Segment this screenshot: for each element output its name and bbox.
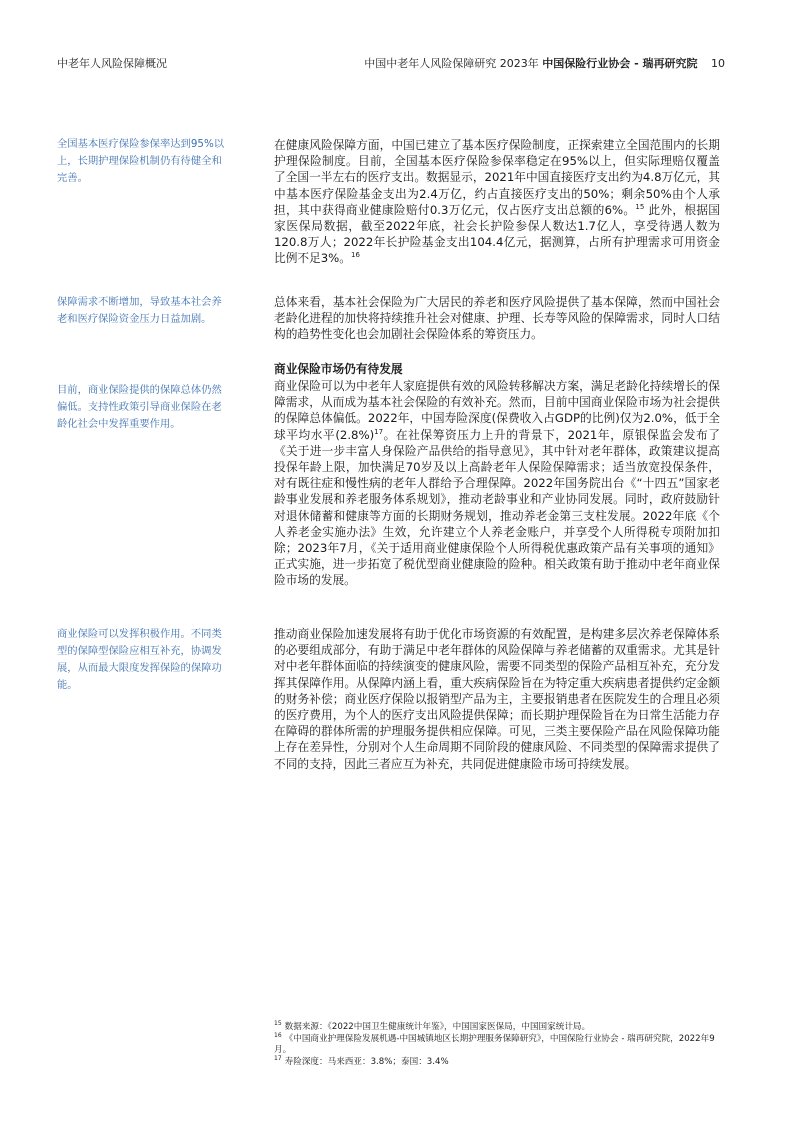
sidebar-note-1: 全国基本医疗保险参保率达到95%以上，长期护理保险机制仍有待健全和完善。 [57, 138, 225, 184]
publisher: 中国保险行业协会 - 瑞再研究院 [542, 57, 698, 70]
footnote-number: 15 [274, 1020, 282, 1028]
paragraph-1 [274, 137, 720, 267]
footnote-number: 17 [274, 1054, 282, 1062]
paragraph-3-text-a: 商业保险可以为中老年人家庭提供有效的风险转移解决方案，满足老龄化持续增长的保障需求，从而成为基本社会保险的有效补充。然而，目前中国商业保险市场为社会提供的保障总体偏低。2022年，中国寿险深度(保费收入占GDP的比例)仅为2.0%，低于全球平均水平(2.8%) [274, 379, 720, 442]
footnote-ref-15[interactable]: 15 [635, 202, 645, 211]
footnote-text: 《中国商业护理保险发展机遇-中国城镇地区长期护理服务保障研究》，中国保险行业协会 - 瑞再研究院，2022年9月。 [274, 1033, 715, 1055]
paragraph-3 [274, 378, 720, 589]
sidebar-note-4: 商业保险可以发挥积极作用。不同类型的保障型保险应相互补充，协调发展，从而最大限度发挥保险的保障功能。 [57, 628, 222, 691]
sidebar-note-2: 保障需求不断增加，导致基本社会养老和医疗保险资金压力日益加剧。 [57, 296, 222, 325]
paragraph-1-text-b: 此外，根据国家医保局数据，截至2022年底，社会长护险参保人数达1.7亿人，享受待遇人数为120.8万人；2022年长护险基金支出104.4亿元，据测算，占所有护理需求可用资金比例不足3%。 [274, 202, 720, 266]
footnote-15 [274, 1022, 720, 1034]
section-subheading: 商业保险市场仍有待发展 [274, 362, 403, 376]
footnote-ref-17[interactable]: 17 [374, 427, 384, 436]
paragraph-4: 推动商业保险加速发展将有助于优化市场资源的有效配置，是构建多层次养老保障体系的必要组成部分，有助于满足中老年群体的风险保障与养老储蓄的双重需求。尤其是针对中老年群体面临的持续演变的健康风险，需要不同类型的保险产品相互补充，充分发挥其保障作用。从保障内涵上看，重大疾病保险旨在为特定重大疾病患者提供约定金额的财务补偿；商业医疗保险以报销型产品为主，主要报销患者在医院发生的合理且必须的医疗费用，为个人的医疗支出风险提供保障；而长期护理保险旨在为日常生活能力存在障碍的群体所需的护理服务提供相应保障。可见，三类主要保险产品在风险保障功能上存在差异性，分别对个人生命周期不同阶段的健康风险、不同类型的保障需求提供了不同的支持，因此三者应互为补充，共同促进健康险市场可持续发展。 [274, 627, 720, 771]
page-number: 10 [711, 57, 725, 70]
running-header-right [364, 55, 725, 71]
running-header-left: 中老年人风险保障概况 [57, 57, 167, 70]
sidebar-note-3: 目前，商业保险提供的保障总体仍然偏低。支持性政策引导商业保险在老龄化社会中发挥重要作用。 [57, 384, 222, 430]
footnotes [274, 1022, 720, 1068]
subheading [274, 361, 720, 377]
footnote-16 [274, 1031, 720, 1057]
paragraph-3-text-b: 。在社保筹资压力上升的背景下，2021年，原银保监会发布了《关于进一步丰富人身保险产品供给的指导意见》，其中针对老年群体，政策建议提高投保年龄上限，加快满足70岁及以上高龄老年人保险保障需求；适当放宽投保条件，对有既往症和慢性病的老年人群给予合理保障。2022年国务院出台《“十四五”国家老龄事业发展和养老服务体系规划》，推动老龄事业和产业协同发展。同时，政府鼓励针对退休储蓄和健康等方面的长期财务规划，推动养老金第三支柱发展。2022年底《个人养老金实施办法》生效，允许建立个人养老金账户，并享受个人所得税专项附加扣除；2023年7月，《关于适用商业健康保险个人所得税优惠政策产品有关事项的通知》正式实施，进一步拓宽了税优型商业健康险的险种。相关政策有助于推动中老年商业保险市场的发展。 [274, 427, 720, 588]
report-title: 中国中老年人风险保障研究 2023年 [364, 57, 539, 70]
footnote-text: 寿险深度：马来西亚：3.8%；泰国：3.4% [284, 1056, 449, 1067]
footnote-17 [274, 1054, 720, 1069]
footnote-ref-16[interactable]: 16 [350, 251, 360, 260]
paragraph-1-text-a: 在健康风险保障方面，中国已建立了基本医疗保险制度，正探索建立全国范围内的长期护理保险制度。目前，全国基本医疗保险参保率稳定在95%以上，但实际理赔仅覆盖了全国一半左右的医疗支出。数据显示，2021年中国直接医疗支出约为4.8万亿元，其中基本医疗保险基金支出为2.4万亿，约占直接医疗支出的50%；剩余50%由个人承担，其中获得商业健康险赔付0.3万亿元，仅占医疗支出总额的6%。 [274, 138, 720, 217]
footnote-text: 数据来源：《2022中国卫生健康统计年鉴》，中国国家医保局，中国国家统计局。 [284, 1022, 591, 1032]
footnote-number: 16 [274, 1031, 282, 1039]
paragraph-2: 总体来看，基本社会保险为广大居民的养老和医疗风险提供了基本保障，然而中国社会老龄化进程的加快将持续推升社会对健康、护理、长寿等风险的保障需求，同时人口结构的趋势性变化也会加剧社会保险体系的筹资压力。 [274, 295, 720, 342]
